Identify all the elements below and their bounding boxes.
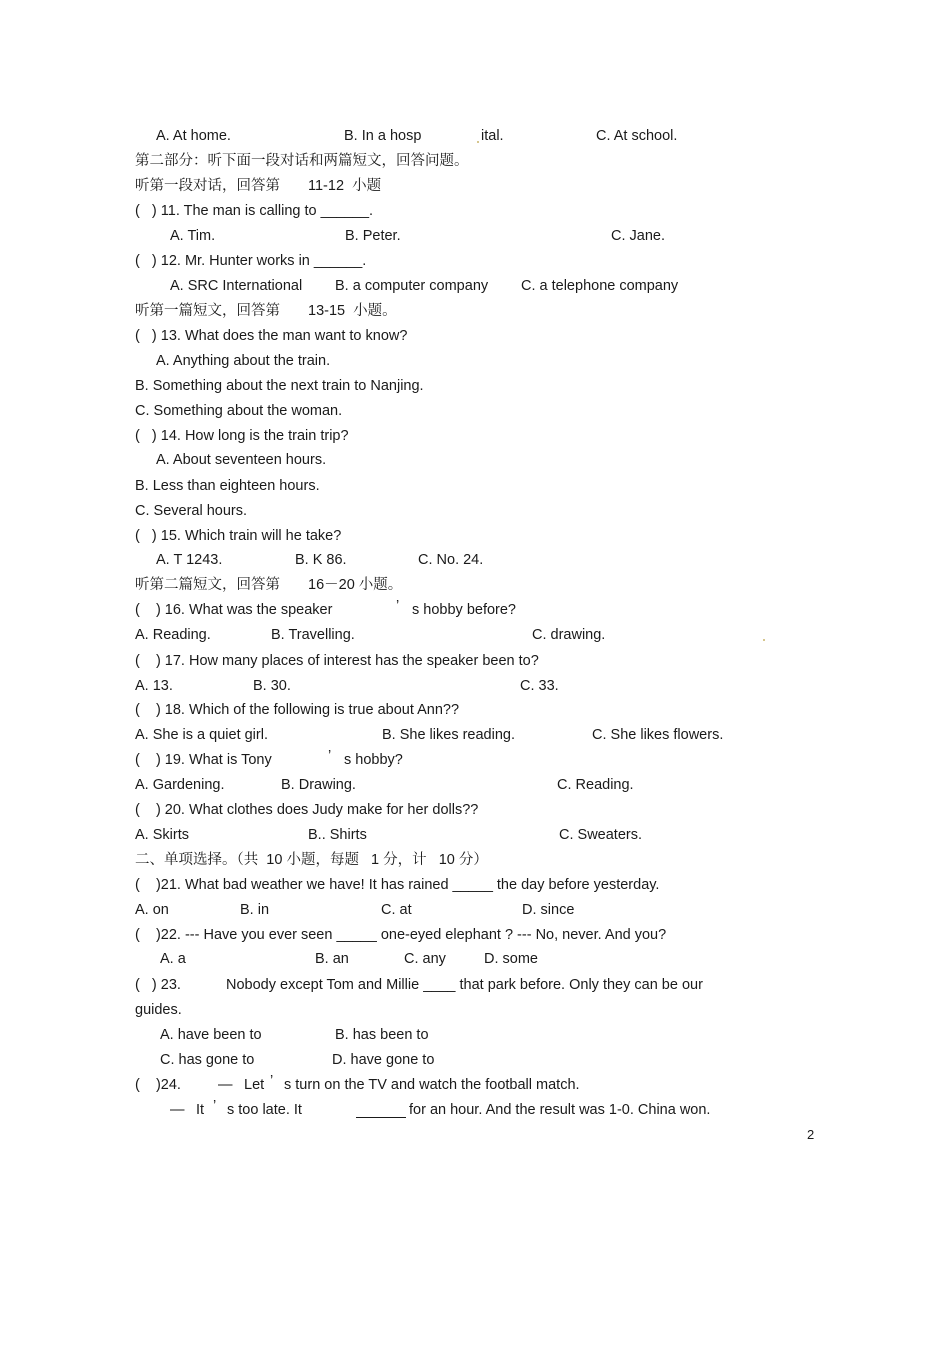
q23-stem-text: Nobody except Tom and Millie ____ that park before. Only they can be our bbox=[226, 977, 703, 993]
q24-dash2: — bbox=[170, 1102, 185, 1118]
q16-stem-part1: ( ) 16. What was the speaker bbox=[135, 602, 333, 618]
q24-let: Let bbox=[244, 1077, 265, 1093]
q17-stem: ( ) 17. How many places of interest has the speaker been to? bbox=[135, 653, 539, 669]
passage2-intro-a: 听第二篇短文，回答第 bbox=[135, 577, 280, 593]
q16-option-b: B. Travelling. bbox=[271, 627, 355, 643]
page-number: 2 bbox=[807, 1127, 815, 1142]
q16-stem-part2: s hobby before? bbox=[412, 602, 516, 618]
q23-stem-wrap: guides. bbox=[135, 1002, 182, 1018]
q13-option-c: C. Something about the woman. bbox=[135, 403, 343, 419]
q11-option-c: C. Jane. bbox=[611, 228, 665, 244]
q13-option-b: B. Something about the next train to Nanjing. bbox=[135, 378, 424, 394]
q14-option-b: B. Less than eighteen hours. bbox=[135, 478, 320, 494]
q15-stem: ( ) 15. Which train will he take? bbox=[135, 528, 342, 544]
q24-stem-number: ( )24. bbox=[135, 1077, 181, 1093]
q18-option-a: A. She is a quiet girl. bbox=[135, 727, 268, 743]
q10-option-a: A. At home. bbox=[156, 128, 231, 144]
q14-stem: ( ) 14. How long is the train trip? bbox=[135, 428, 349, 444]
q19-stem-part1: ( ) 19. What is Tony bbox=[135, 752, 272, 768]
q19-apostrophe: ’ bbox=[328, 748, 332, 764]
q24-apostrophe2: ’ bbox=[213, 1098, 217, 1114]
q21-option-c: C. at bbox=[381, 902, 412, 918]
q21-option-a: A. on bbox=[135, 902, 169, 918]
q21-option-b: B. in bbox=[240, 902, 270, 918]
q12-option-c: C. a telephone company bbox=[521, 278, 679, 294]
q24-dash: — bbox=[218, 1077, 233, 1093]
q12-option-a: A. SRC International bbox=[170, 278, 303, 294]
q24-line1-rest: s turn on the TV and watch the football match. bbox=[284, 1077, 580, 1093]
passage1-intro-a: 听第一篇短文，回答第 bbox=[135, 303, 280, 319]
passage1-intro-b: 13-15 小题。 bbox=[308, 303, 397, 319]
q22-option-d: D. some bbox=[484, 951, 538, 967]
q16-option-c: C. drawing. bbox=[532, 627, 606, 643]
q12-option-b: B. a computer company bbox=[335, 278, 489, 294]
q19-stem-part2: s hobby? bbox=[344, 752, 403, 768]
q21-stem: ( )21. What bad weather we have! It has rained _____ the day before yesterday. bbox=[135, 877, 660, 893]
q24-it: It bbox=[196, 1102, 205, 1118]
q10-option-b-part2: ital. bbox=[481, 128, 504, 144]
q10-option-c: C. At school. bbox=[596, 128, 678, 144]
q14-option-c: C. Several hours. bbox=[135, 503, 248, 519]
q24-line2-part: s too late. It bbox=[227, 1102, 302, 1118]
q17-option-a: A. 13. bbox=[135, 678, 173, 694]
q23-option-d: D. have gone to bbox=[332, 1052, 435, 1068]
q22-option-b: B. an bbox=[315, 951, 349, 967]
q13-stem: ( ) 13. What does the man want to know? bbox=[135, 328, 408, 344]
q20-option-c: C. Sweaters. bbox=[559, 827, 642, 843]
q19-option-a: A. Gardening. bbox=[135, 777, 225, 793]
q23-stem-number: ( ) 23. bbox=[135, 977, 181, 993]
passage2-intro-b: 16－20 小题。 bbox=[308, 577, 403, 593]
q22-option-c: C. any bbox=[404, 951, 446, 967]
q11-stem: ( ) 11. The man is calling to ______. bbox=[135, 203, 374, 219]
q16-option-a: A. Reading. bbox=[135, 627, 211, 643]
q23-option-c: C. has gone to bbox=[160, 1052, 255, 1068]
part2-title: 第二部分：听下面一段对话和两篇短文，回答问题。 bbox=[135, 153, 469, 169]
scan-speck bbox=[763, 639, 765, 641]
q17-option-b: B. 30. bbox=[253, 678, 291, 694]
q22-option-a: A. a bbox=[160, 951, 186, 967]
q22-stem: ( )22. --- Have you ever seen _____ one-eyed elephant ? --- No, never. And you? bbox=[135, 927, 667, 943]
q11-option-a: A. Tim. bbox=[170, 228, 216, 244]
q24-answer-blank bbox=[356, 1117, 406, 1118]
q20-option-b: B.. Shirts bbox=[308, 827, 367, 843]
q20-stem: ( ) 20. What clothes does Judy make for her dolls?? bbox=[135, 802, 479, 818]
scan-speck bbox=[477, 141, 479, 143]
section2-title: 二、单项选择。（共 10 小题，每题 1 分，计 10 分） bbox=[135, 852, 488, 868]
q23-option-a: A. have been to bbox=[160, 1027, 262, 1043]
q10-option-b-part1: B. In a hosp bbox=[344, 128, 422, 144]
q18-option-b: B. She likes reading. bbox=[382, 727, 515, 743]
q18-stem: ( ) 18. Which of the following is true about Ann?? bbox=[135, 702, 460, 718]
q24-apostrophe: ’ bbox=[270, 1073, 274, 1089]
dialog-intro-b: 11-12 小题 bbox=[308, 178, 382, 194]
q19-option-b: B. Drawing. bbox=[281, 777, 356, 793]
q14-option-a: A. About seventeen hours. bbox=[156, 452, 327, 468]
q24-line2-rest: for an hour. And the result was 1-0. China won. bbox=[409, 1102, 711, 1118]
q19-option-c: C. Reading. bbox=[557, 777, 634, 793]
q23-option-b: B. has been to bbox=[335, 1027, 429, 1043]
q15-option-b: B. K 86. bbox=[295, 552, 347, 568]
q13-option-a: A. Anything about the train. bbox=[156, 353, 331, 369]
q12-stem: ( ) 12. Mr. Hunter works in ______. bbox=[135, 253, 367, 269]
q11-option-b: B. Peter. bbox=[345, 228, 401, 244]
q16-apostrophe: ’ bbox=[396, 598, 400, 614]
q15-option-c: C. No. 24. bbox=[418, 552, 484, 568]
q21-option-d: D. since bbox=[522, 902, 575, 918]
q18-option-c: C. She likes flowers. bbox=[592, 727, 724, 743]
q15-option-a: A. T 1243. bbox=[156, 552, 223, 568]
q17-option-c: C. 33. bbox=[520, 678, 559, 694]
dialog-intro-a: 听第一段对话，回答第 bbox=[135, 178, 280, 194]
q20-option-a: A. Skirts bbox=[135, 827, 189, 843]
